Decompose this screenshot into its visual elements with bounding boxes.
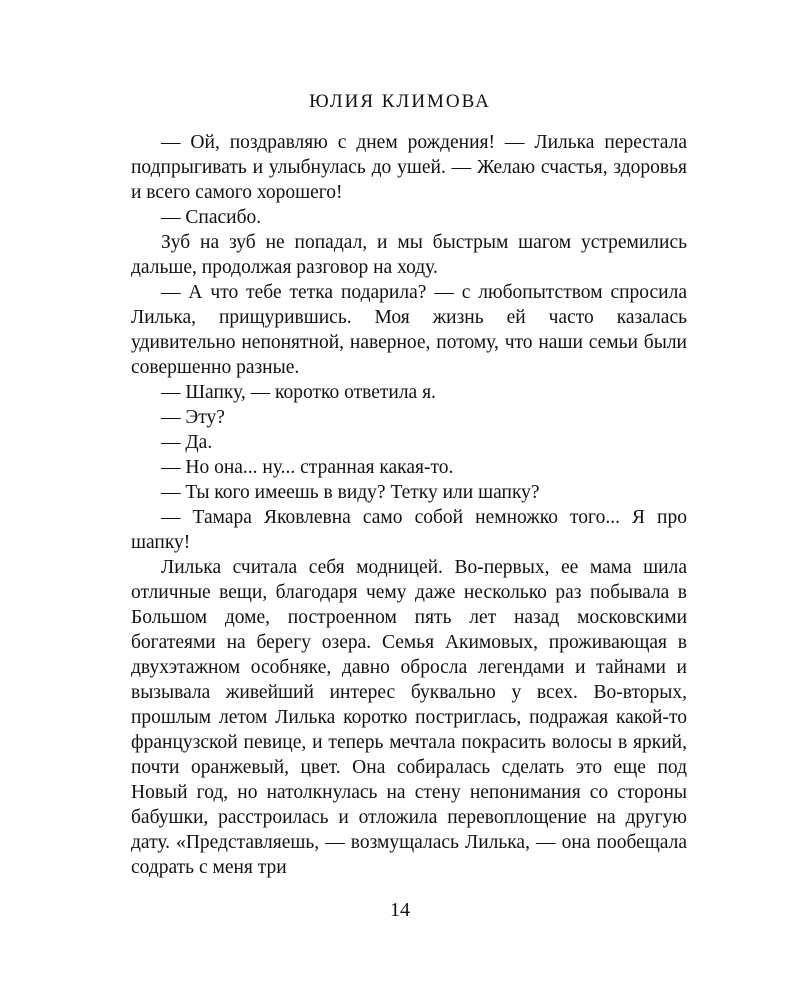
- paragraph: — Да.: [161, 432, 213, 453]
- paragraph: Лилька считала себя модницей. Во-первых, ее мама шила отличные вещи, благодаря чему даже несколько раз побывала в Большом доме, построенном пять лет назад московскими богатеями на берегу озера. Семья Акимовых, проживающая в двухэтажном особняке, давно обросла легендами и тайнами и вызывала живейший интерес буквально у всех. Во-вторых, прошлым летом Лилька коротко постриглась, подражая какой-то французской певице, и теперь мечтала покрасить волосы в яркий, почти оранжевый, цвет. Она собиралась сделать это еще под Новый год, но натолкнулась на стену непонимания со стороны бабушки, расстроилась и отложила перевоплощение на другую дату. «Представляешь, — возмущалась Лилька, — она пообещала содрать с меня три: [131, 557, 687, 878]
- paragraph: — Эту?: [161, 407, 225, 428]
- paragraph: — А что тебе тетка подарила? — с любопытством спросила Лилька, прищурившись. Моя жизнь ей часто казалась удивительно непонятной, наверное, потому, что наши семьи были совершенно разные.: [131, 282, 687, 378]
- paragraph: — Но она... ну... странная какая-то.: [161, 457, 454, 478]
- paragraph: — Шапку, — коротко ответила я.: [161, 382, 436, 403]
- paragraph: — Спасибо.: [161, 207, 262, 228]
- running-head: ЮЛИЯ КЛИМОВА: [309, 91, 491, 112]
- paragraph: — Ты кого имеешь в виду? Тетку или шапку?: [161, 482, 540, 503]
- paragraph: Зуб на зуб не попадал, и мы быстрым шагом устремились дальше, продолжая разговор на ходу.: [131, 232, 687, 278]
- page-number: 14: [390, 899, 410, 921]
- paragraph: — Тамара Яковлевна само собой немножко того... Я про шапку!: [131, 507, 687, 553]
- paragraph: — Ой, поздравляю с днем рождения! — Лилька перестала подпрыгивать и улыбнулась до ушей. — Желаю счастья, здоровья и всего самого хорошего!: [131, 132, 687, 203]
- text-block: [131, 130, 687, 880]
